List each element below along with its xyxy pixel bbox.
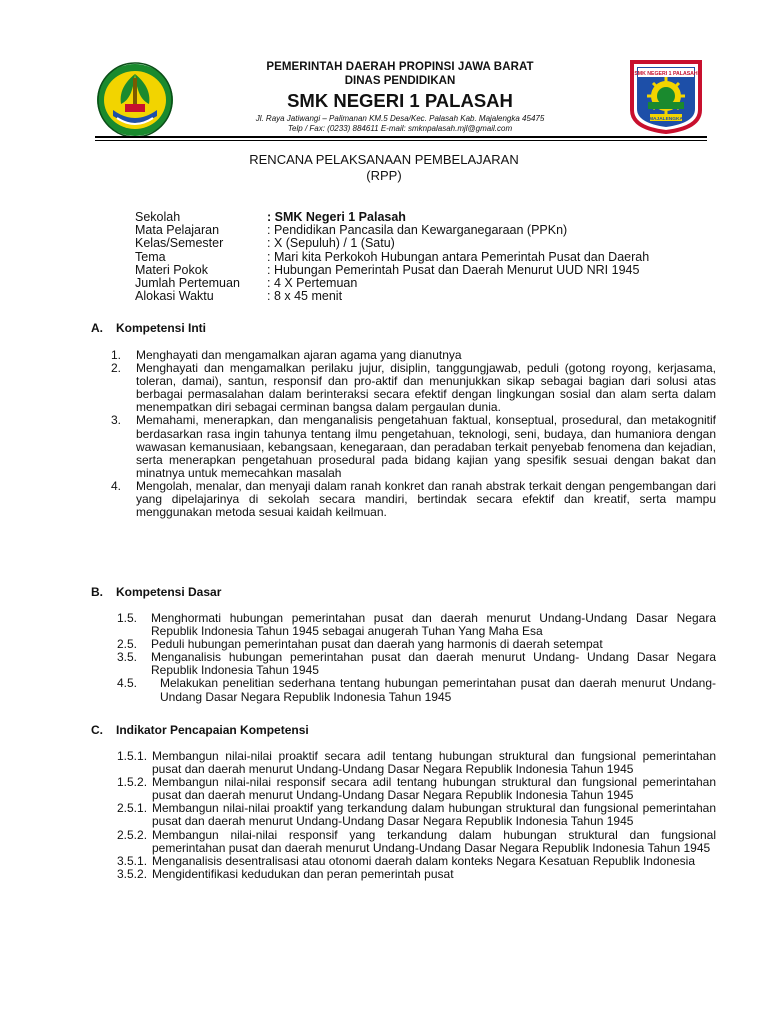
section-letter: A. [91, 321, 103, 335]
identity-value: : Hubungan Pemerintah Pusat dan Daerah Menurut UUD NRI 1945 [267, 262, 640, 277]
identity-value: : X (Sepuluh) / 1 (Satu) [267, 236, 395, 251]
item-number: 3.5.1. [117, 853, 148, 868]
list-item [111, 414, 716, 479]
item-number: 3.5.2. [117, 866, 148, 881]
item-number: 2.5.1. [117, 801, 148, 816]
item-text: Peduli hubungan pemerintahan pusat dan daerah yang harmonis di daerah setempat [151, 637, 603, 652]
item-text: Menghayati dan mengamalkan ajaran agama yang dianutnya [136, 348, 462, 362]
identity-label: Mata Pelajaran [135, 223, 220, 238]
letterhead-text [180, 60, 620, 134]
letterhead-rule-thin [95, 140, 707, 141]
section-c-heading [91, 723, 309, 737]
department-name: DINAS PENDIDIKAN [344, 75, 456, 87]
title-subtitle: (RPP) [366, 168, 402, 183]
list-item [117, 776, 716, 802]
item-number: 2.5. [117, 637, 138, 652]
identity-value: : Pendidikan Pancasila dan Kewarganegaraan (PPKn) [267, 223, 568, 238]
item-number: 2.5.2. [117, 827, 148, 842]
letterhead [0, 52, 768, 152]
item-number: 2. [111, 361, 122, 376]
item-text: Menghayati dan mengamalkan perilaku jujur, disiplin, tanggungjawab, peduli (gotong royong, kerjasama, toleran, damai), santun, responsif dan pro-aktif dan menunjukkan sikap sebagai bagian dari solusi atas berbagai permasalahan dalam berinteraksi secara efektif dengan lingkungan sosial dan alam serta dalam menempatkan diri sebagai cerminan bangsa dalam pergaulan dunia. [136, 361, 716, 415]
identity-row [135, 237, 649, 250]
item-text: Membangun nilai-nilai responsif secara adil tentang hubungan struktural dan fungsional pemerintahan pusat dan daerah menurut Undang-Undang Dasar Negara Republik Indonesia Tahun 1945 [152, 775, 716, 803]
item-text: Membangun nilai-nilai proaktif yang terkandung dalam hubungan struktural dan fungsional pemerintahan pusat dan daerah menurut Undang-Undang Dasar Negara Republik Indonesia Tahun 1945 [152, 801, 716, 829]
identity-label: Materi Pokok [135, 262, 208, 277]
identity-row [135, 290, 649, 303]
identity-label: Sekolah [135, 210, 181, 224]
list-item [111, 362, 716, 414]
section-letter: C. [91, 723, 103, 737]
list-item [117, 802, 716, 828]
logo-text: MAJALENGKA [649, 116, 683, 122]
identity-value: : 8 x 45 menit [267, 289, 343, 304]
item-number: 3. [111, 413, 122, 428]
item-number: 4. [111, 478, 122, 493]
list-item [117, 750, 716, 776]
letterhead-rule-thick [95, 136, 707, 138]
document-title [0, 152, 768, 184]
item-text: Mengolah, menalar, dan menyaji dalam ranah konkret dan ranah abstrak terkait dengan pengembangan dari yang dipelajarinya di sekolah secara mandiri, bertindak secara efektif dan kreatif, serta mampu menggunakan metoda sesuai kaidah keilmuan. [136, 478, 716, 520]
basic-competence-list [117, 612, 716, 704]
list-item [111, 480, 716, 519]
item-number: 1.5.1. [117, 749, 148, 763]
item-text: Menghormati hubungan pemerintahan pusat dan daerah menurut Undang-Undang Dasar Negara Republik Indonesia Tahun 1945 sebagai anugerah Tuhan Yang Maha Esa [151, 611, 716, 639]
item-text: Menganalisis hubungan pemerintahan pusat dan daerah menurut Undang- Undang Dasar Negara Republik Indonesia Tahun 1945 [151, 650, 716, 678]
list-item [117, 651, 716, 677]
school-address: Jl. Raya Jatiwangi – Palimanan KM.5 Desa/Kec. Palasah Kab. Majalengka 45475 [255, 114, 545, 123]
item-text: Memahami, menerapkan, dan menganalisis pengetahuan faktual, konseptual, prosedural, dan metakognitif berdasarkan rasa ingin tahunya tentang ilmu pengetahuan, teknologi, seni, budaya, dan humaniora dengan wawasan kemanusiaan, kebangsaan, kenegaraan, dan peradaban terkait penyebab fenomena dan kejadian, serta menerapkan pengetahuan prosedural pada bidang kajian yang spesifik sesuai dengan bakat dan minatnya untuk memecahkan masalah [136, 413, 716, 480]
school-emblem-logo [626, 58, 706, 134]
section-title: Kompetensi Inti [116, 321, 207, 335]
item-text: Mengidentifikasi kedudukan dan peran pemerintah pusat [152, 866, 454, 881]
section-letter: B. [91, 585, 103, 599]
section-b-heading [91, 585, 221, 599]
item-number: 4.5. [117, 676, 138, 691]
identity-value: : Mari kita Perkokoh Hubungan antara Pemerintah Pusat dan Daerah [267, 249, 650, 264]
title-line: RENCANA PELAKSANAAN PEMBELAJARAN [249, 152, 519, 167]
list-item [117, 868, 716, 881]
list-item [117, 855, 716, 868]
item-text: Menganalisis desentralisasi atau otonomi daerah dalam konteks Negara Kesatuan Republik Indonesia [152, 853, 695, 868]
core-competence-list [111, 349, 716, 519]
identity-row [135, 251, 649, 264]
item-number: 1. [111, 348, 122, 362]
item-text: Membangun nilai-nilai responsif yang terkandung dalam hubungan struktural dan fungsional pemerintahan pusat dan daerah menurut Undang-Undang Dasar Negara Republik Indonesia Tahun 1945 [152, 827, 716, 855]
identity-value: : SMK Negeri 1 Palasah [267, 210, 406, 224]
west-java-emblem-logo [95, 60, 175, 140]
section-title: Kompetensi Dasar [116, 585, 222, 599]
section-title: Indikator Pencapaian Kompetensi [116, 723, 309, 737]
list-item [117, 677, 716, 703]
identity-label: Alokasi Waktu [135, 289, 214, 304]
item-text: Melakukan penelitian sederhana tentang hubungan pemerintahan pusat dan daerah menurut Undang- Undang Dasar Negara Republik Indonesia Tahun 1945 [160, 676, 716, 704]
government-name: PEMERINTAH DAERAH PROPINSI JAWA BARAT [266, 61, 534, 73]
identity-label: Tema [135, 249, 166, 264]
indicator-list [117, 750, 716, 881]
section-a-heading [91, 321, 206, 335]
identity-label: Jumlah Pertemuan [135, 276, 240, 291]
identity-value: : 4 X Pertemuan [267, 276, 358, 291]
item-number: 1.5.2. [117, 775, 148, 790]
item-text: Membangun nilai-nilai proaktif secara adil tentang hubungan struktural dan fungsional pemerintahan pusat dan daerah menurut Undang-Undang Dasar Negara Republik Indonesia Tahun 1945 [152, 749, 716, 777]
school-name: SMK NEGERI 1 PALASAH [287, 90, 513, 111]
item-number: 3.5. [117, 650, 138, 665]
list-item [117, 829, 716, 855]
identity-table [135, 211, 649, 303]
identity-label: Kelas/Semester [135, 236, 224, 251]
list-item [117, 612, 716, 638]
logo-text: SMK NEGERI 1 PALASAH [634, 71, 698, 77]
school-contact: Telp / Fax: (0233) 884611 E-mail: smknpalasah.mjl@gmail.com [287, 124, 513, 133]
item-number: 1.5. [117, 611, 138, 625]
